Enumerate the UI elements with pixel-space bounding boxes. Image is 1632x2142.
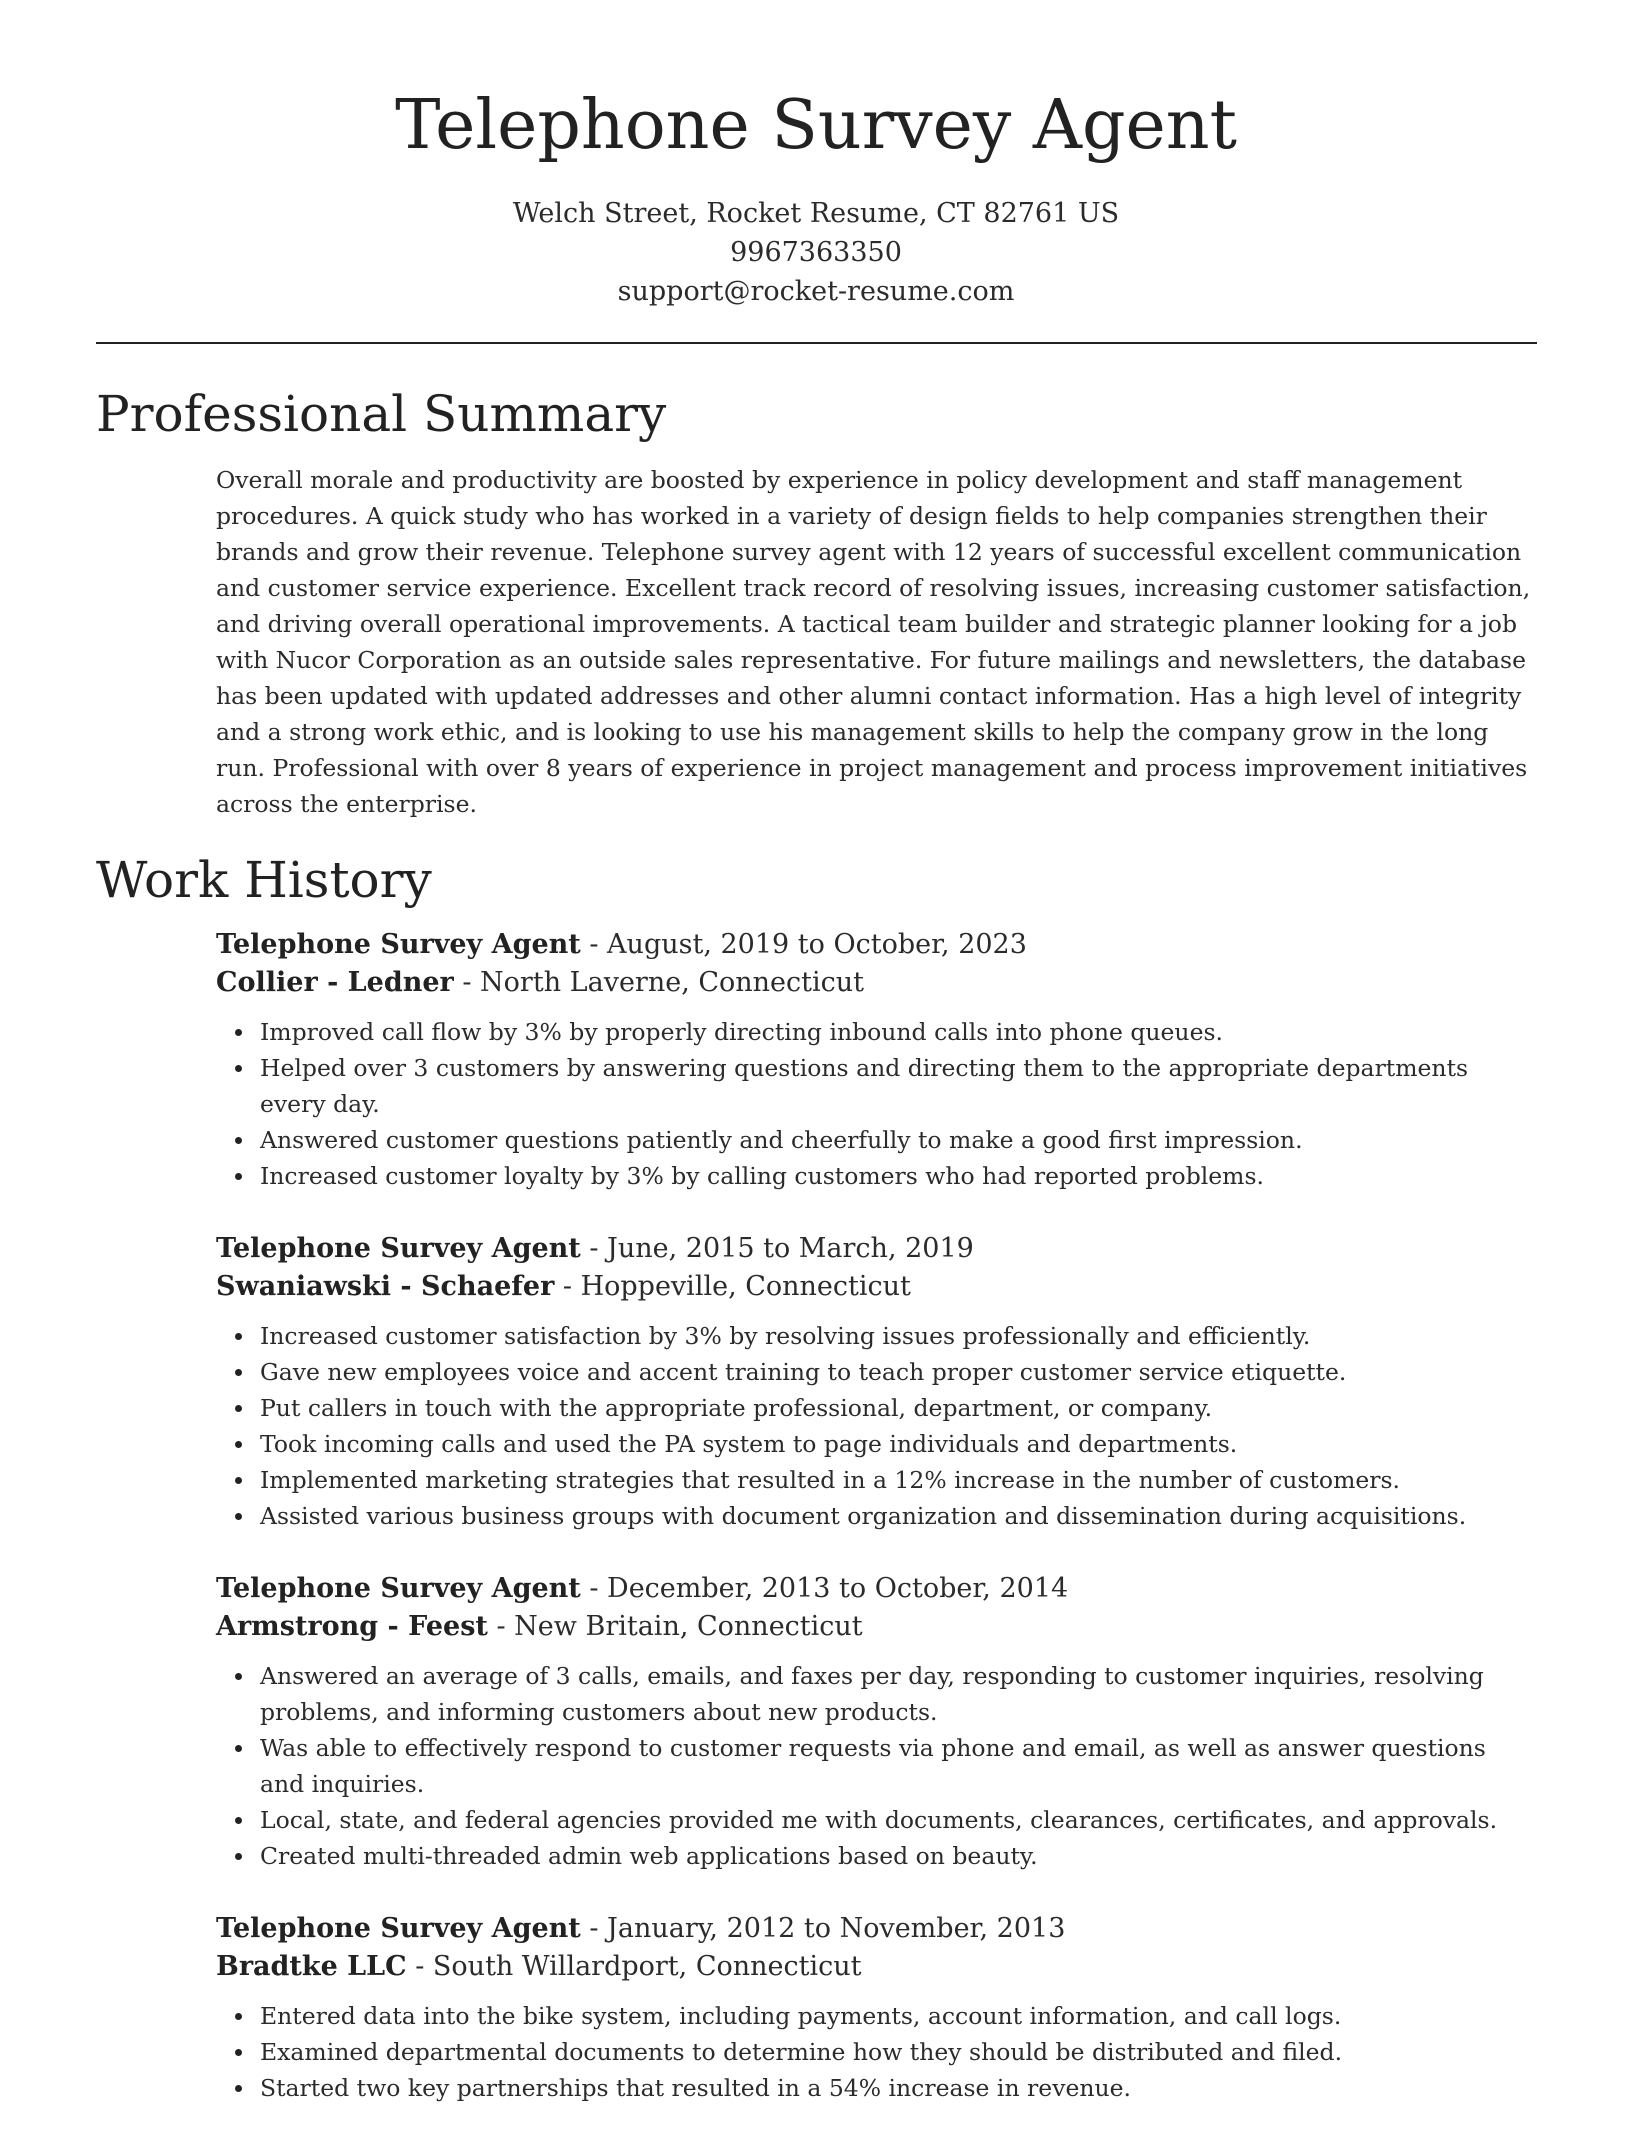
job-bullet: Put callers in touch with the appropriate professional, department, or company. bbox=[260, 1390, 1536, 1426]
job-company: Swaniawski - Schaefer bbox=[216, 1271, 555, 1302]
job-bullet: Examined departmental documents to determine how they should be distributed and filed. bbox=[260, 2034, 1536, 2070]
job-title-line bbox=[216, 1230, 1536, 1268]
summary-heading: Professional Summary bbox=[96, 385, 667, 443]
header-divider bbox=[96, 342, 1537, 344]
job-bullet: Took incoming calls and used the PA system to page individuals and departments. bbox=[260, 1426, 1536, 1462]
job-title: Telephone Survey Agent bbox=[216, 1913, 581, 1944]
job-entry bbox=[216, 926, 1536, 1194]
job-bullet: Gave new employees voice and accent training to teach proper customer service etiquette. bbox=[260, 1354, 1536, 1390]
job-bullet: Answered customer questions patiently and cheerfully to make a good first impression. bbox=[260, 1122, 1536, 1158]
job-bullet: Increased customer satisfaction by 3% by resolving issues professionally and efficiently. bbox=[260, 1318, 1536, 1354]
contact-address: Welch Street, Rocket Resume, CT 82761 US bbox=[512, 198, 1120, 229]
job-entry bbox=[216, 1570, 1536, 1874]
job-title: Telephone Survey Agent bbox=[216, 929, 581, 960]
job-bullet: Implemented marketing strategies that resulted in a 12% increase in the number of customers. bbox=[260, 1462, 1536, 1498]
job-dates: - December, 2013 to October, 2014 bbox=[580, 1573, 1069, 1604]
job-title-line bbox=[216, 1570, 1536, 1608]
work-history-list bbox=[216, 926, 1536, 2142]
job-bullets bbox=[216, 1658, 1536, 1874]
job-location: - South Willardport, Connecticut bbox=[406, 1951, 862, 1982]
job-bullet: Was able to effectively respond to customer requests via phone and email, as well as answer questions and inquiries. bbox=[260, 1730, 1536, 1802]
job-bullets bbox=[216, 1014, 1536, 1194]
job-company: Collier - Ledner bbox=[216, 967, 454, 998]
job-title: Telephone Survey Agent bbox=[216, 1233, 581, 1264]
job-bullet: Improved call flow by 3% by properly directing inbound calls into phone queues. bbox=[260, 1014, 1536, 1050]
contact-email: support@rocket-resume.com bbox=[617, 276, 1015, 307]
job-company-line bbox=[216, 1948, 1536, 1986]
job-company-line bbox=[216, 1608, 1536, 1646]
job-location: - New Britain, Connecticut bbox=[487, 1611, 863, 1642]
job-bullets bbox=[216, 1318, 1536, 1534]
job-bullet: Increased customer loyalty by 3% by calling customers who had reported problems. bbox=[260, 1158, 1536, 1194]
job-bullet: Started two key partnerships that resulted in a 54% increase in revenue. bbox=[260, 2070, 1536, 2106]
job-bullet: Answered an average of 3 calls, emails, and faxes per day, responding to customer inquiries, resolving problems, and informing customers about new products. bbox=[260, 1658, 1536, 1730]
job-company: Armstrong - Feest bbox=[216, 1611, 488, 1642]
candidate-name: Telephone Survey Agent bbox=[395, 86, 1237, 165]
job-dates: - June, 2015 to March, 2019 bbox=[580, 1233, 974, 1264]
summary-text: Overall morale and productivity are boosted by experience in policy development and staff management procedures. A quick study who has worked in a variety of design fields to help companies strengthen their brands and grow their revenue. Telephone survey agent with 12 years of successful excellent communication and customer service experience. Excellent track record of resolving issues, increasing customer satisfaction, and driving overall operational improvements. A tactical team builder and strategic planner looking for a job with Nucor Corporation as an outside sales representative. For future mailings and newsletters, the database has been updated with updated addresses and other alumni contact information. Has a high level of integrity and a strong work ethic, and is looking to use his management skills to help the company grow in the long run. Professional with over 8 years of experience in project management and process improvement initiatives across the enterprise. bbox=[216, 466, 1531, 818]
job-location: - Hoppeville, Connecticut bbox=[554, 1271, 911, 1302]
resume-header bbox=[0, 0, 1632, 311]
job-company-line bbox=[216, 1268, 1536, 1306]
job-bullet: Local, state, and federal agencies provided me with documents, clearances, certificates, and approvals. bbox=[260, 1802, 1536, 1838]
contact-phone: 9967363350 bbox=[730, 237, 902, 268]
job-bullets bbox=[216, 1998, 1536, 2106]
job-company: Bradtke LLC bbox=[216, 1951, 407, 1982]
job-bullet: Entered data into the bike system, including payments, account information, and call logs. bbox=[260, 1998, 1536, 2034]
job-title: Telephone Survey Agent bbox=[216, 1573, 581, 1604]
job-location: - North Laverne, Connecticut bbox=[453, 967, 864, 998]
job-bullet: Assisted various business groups with document organization and dissemination during acquisitions. bbox=[260, 1498, 1536, 1534]
job-title-line bbox=[216, 1910, 1536, 1948]
job-bullet: Helped over 3 customers by answering questions and directing them to the appropriate departments every day. bbox=[260, 1050, 1536, 1122]
job-entry bbox=[216, 1230, 1536, 1534]
job-dates: - August, 2019 to October, 2023 bbox=[580, 929, 1027, 960]
job-company-line bbox=[216, 964, 1536, 1002]
job-entry bbox=[216, 1910, 1536, 2106]
job-bullet: Created multi-threaded admin web applications based on beauty. bbox=[260, 1838, 1536, 1874]
work-history-heading: Work History bbox=[96, 851, 432, 909]
job-dates: - January, 2012 to November, 2013 bbox=[580, 1913, 1066, 1944]
contact-block bbox=[0, 194, 1632, 311]
job-title-line bbox=[216, 926, 1536, 964]
